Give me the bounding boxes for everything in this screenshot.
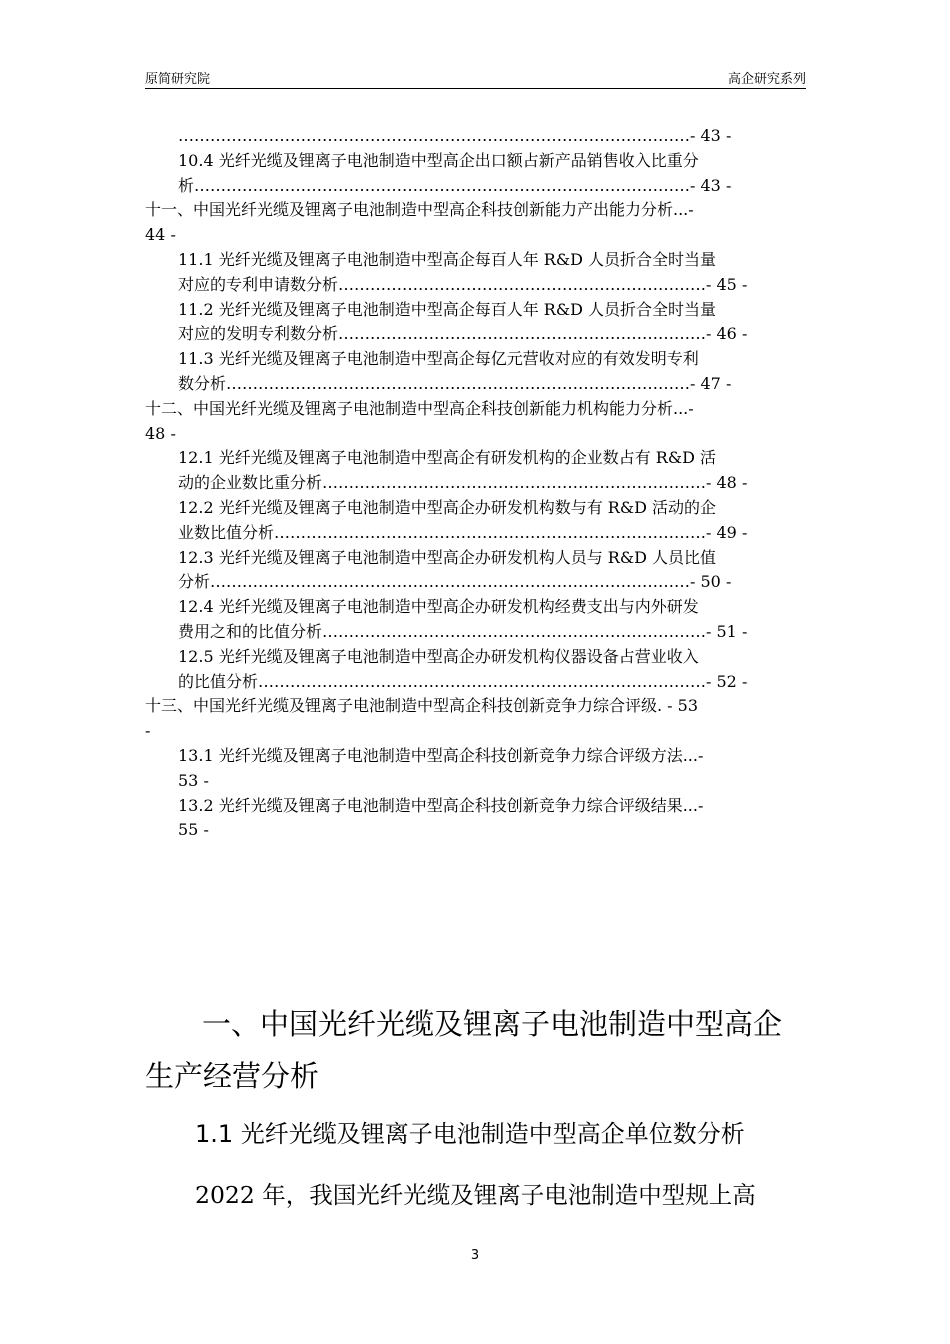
toc-line[interactable]: 12.3 光纤光缆及锂离子电池制造中型高企办研发机构人员与 R&D 人员比值 [178,547,717,567]
table-of-contents [145,124,806,843]
toc-line[interactable]: 11.2 光纤光缆及锂离子电池制造中型高企每百人年 R&D 人员折合全时当量 [178,299,717,319]
toc-line[interactable]: 对应的专利申请数分析……………………………………………………………- 45 - [178,274,748,294]
page-number: 3 [470,1248,480,1263]
toc-line[interactable]: 55 - [178,820,209,840]
toc-line[interactable]: 析…………………………………………………………………………………- 43 - [178,175,732,195]
toc-line[interactable]: 数分析……………………………………………………………………………- 47 - [178,373,732,393]
toc-line[interactable]: 11.3 光纤光缆及锂离子电池制造中型高企每亿元营收对应的有效发明专利 [178,349,699,369]
toc-line[interactable]: 动的企业数比重分析………………………………………………………………- 48 - [178,473,748,493]
toc-line[interactable]: 10.4 光纤光缆及锂离子电池制造中型高企出口额占新产品销售收入比重分 [178,150,699,170]
toc-line[interactable]: 分析………………………………………………………………………………- 50 - [178,572,732,592]
toc-line[interactable]: 12.2 光纤光缆及锂离子电池制造中型高企办研发机构数与有 R&D 活动的企 [178,497,717,517]
toc-line[interactable]: - [145,721,151,741]
toc-line[interactable]: 48 - [145,423,176,443]
header-series-name: 高企研究系列 [727,72,806,87]
toc-line[interactable]: 53 - [178,770,209,790]
toc-line[interactable]: 12.1 光纤光缆及锂离子电池制造中型高企有研发机构的企业数占有 R&D 活 [178,448,717,468]
toc-line[interactable]: 对应的发明专利数分析……………………………………………………………- 46 - [178,324,748,344]
toc-line[interactable]: 13.2 光纤光缆及锂离子电池制造中型高企科技创新竞争力综合评级结果...- [178,795,704,815]
page-header [145,66,806,89]
toc-line[interactable]: 业数比值分析………………………………………………………………………- 49 - [178,522,748,542]
toc-line[interactable]: 费用之和的比值分析………………………………………………………………- 51 - [178,621,748,641]
toc-line[interactable]: 44 - [145,225,176,245]
toc-line[interactable]: 十一、中国光纤光缆及锂离子电池制造中型高企科技创新能力产出能力分析...- [145,200,694,220]
toc-line[interactable]: 12.4 光纤光缆及锂离子电池制造中型高企办研发机构经费支出与内外研发 [178,597,699,617]
body-paragraph: 2022 年，我国光纤光缆及锂离子电池制造中型规上高 [195,1181,756,1209]
toc-line[interactable]: 十二、中国光纤光缆及锂离子电池制造中型高企科技创新能力机构能力分析...- [145,398,694,418]
toc-line[interactable]: 11.1 光纤光缆及锂离子电池制造中型高企每百人年 R&D 人员折合全时当量 [178,249,717,269]
section-heading: 一、中国光纤光缆及锂离子电池制造中型高企生产经营分析 [145,1007,783,1093]
toc-line[interactable]: 12.5 光纤光缆及锂离子电池制造中型高企办研发机构仪器设备占营业收入 [178,646,699,666]
toc-line[interactable]: 十三、中国光纤光缆及锂离子电池制造中型高企科技创新竞争力综合评级. - 53 [145,696,699,716]
toc-line[interactable]: 13.1 光纤光缆及锂离子电池制造中型高企科技创新竞争力综合评级方法...- [178,745,704,765]
toc-line[interactable]: 的比值分析…………………………………………………………………………- 52 - [178,671,748,691]
subsection-heading: 1.1 光纤光缆及锂离子电池制造中型高企单位数分析 [195,1120,745,1148]
toc-line[interactable]: ……………………………………………………………………………………- 43 - [178,126,732,145]
header-org-name: 原简研究院 [145,72,211,87]
